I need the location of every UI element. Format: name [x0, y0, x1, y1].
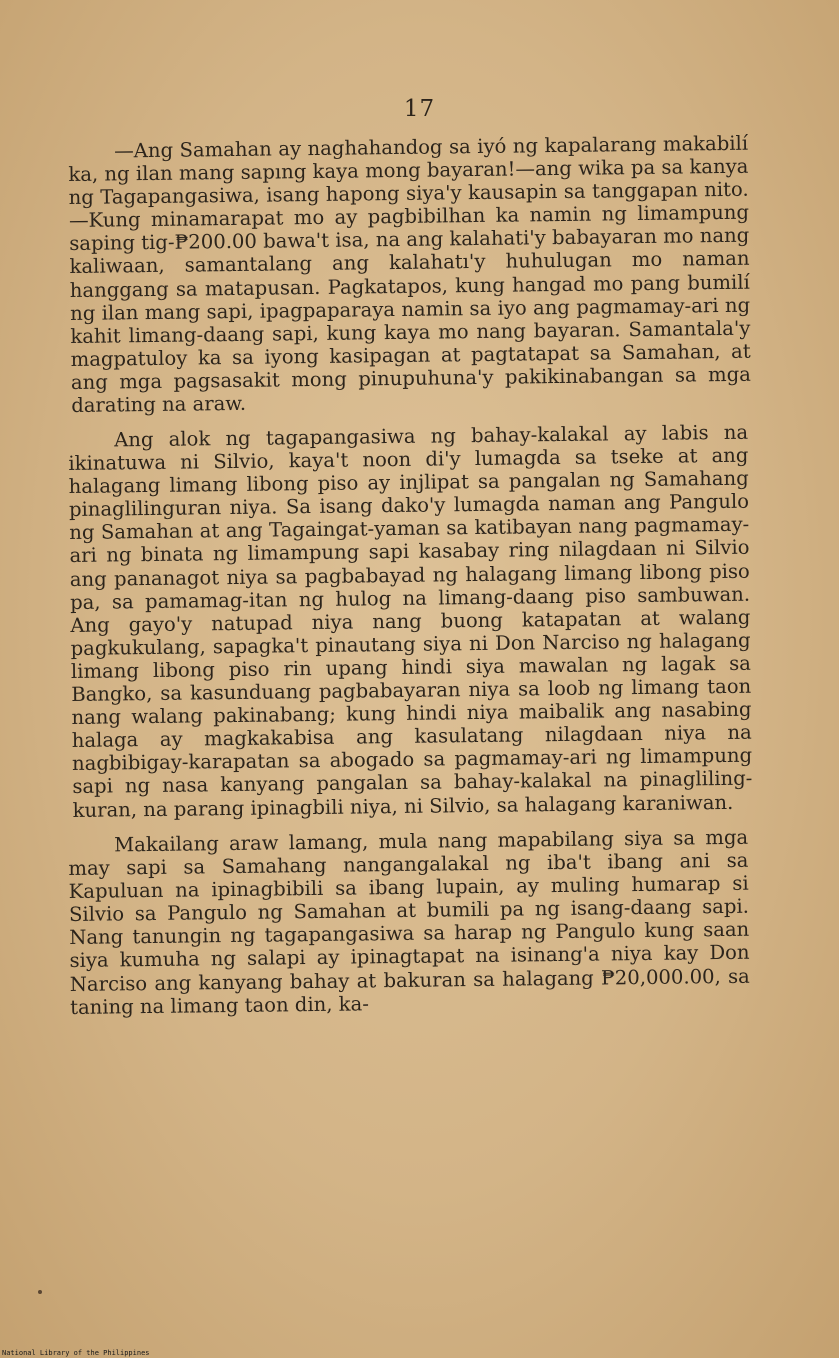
body-text — [68, 131, 753, 1019]
library-watermark: National Library of the Philippines — [2, 1349, 150, 1357]
paragraph-1: —Ang Samahan ay naghahandog sa iyó ng kapalarang makabilí ka, ng ilan mang sapıng kaya mong bayaran!—ang wika pa sa kanya ng Tagapangasiwa, isang hapong siya'y kausapin sa tanggapan nito.—Kung minamarapat mo ay pagbibilhan ka namin ng limampung saping tig-₱200.00 bawa't isa, na ang kalahati'y babayaran mo nang kaliwaan, samantalang ang kalahatı'y huhulugan mo naman hanggang sa matapusan. Pagkatapos, kung hangad mo pang bumilí ng ilan mang sapi, ipagpaparaya namin sa iyo ang pagmamay-ari ng kahit limang-daang sapi, kung kaya mo nang bayaran. Samantala'y magpatuloy ka sa iyong kasipagan at pagtatapat sa Samahan, at ang mga pagsasakit mong pinupuhuna'y pakikinabangan sa mga darating na araw. — [68, 131, 752, 418]
paragraph-3: Makailang araw lamang, mula nang mapabilang siya sa mga may sapi sa Samahang nangangalakal ng iba't ibang ani sa Kapuluan na ipinagbibili sa ibang lupain, ay muling humarap si Silvio sa Pangulo ng Samahan at bumili pa ng isang-daang sapi. Nang tanungin ng tagapangasiwa sa harap ng Pangulo kung saan siya kumuha ng salapi ay ipinagtapat na isinang'a niya kay Don Narciso ang kanyang bahay at bakuran sa halagang ₱20,000.00, sa taning na limang taon din, ka- — [68, 825, 750, 1019]
paragraph-2: Ang alok ng tagapangasiwa ng bahay-kalakal ay labis na ikinatuwa ni Silvio, kaya't noon di'y lumagda sa tseke at ang halagang limang libong piso ay injlipat sa pangalan ng Samahang pinaglilinguran niya. Sa isang dako'y lumagda naman ang Pangulo ng Samahan at ang Tagaingat-yaman sa katibayan nang pagmamay-ari ng binata ng limampung sapi kasabay ring nilagdaan ni Silvio ang pananagot niya sa pagbabayad ng halagang limang libong piso pa, sa pamamag-itan ng hulog na limang-daang piso sambuwan. Ang gayo'y natupad niya nang buong katapatan at walang pagkukulang, sapagka't pinautang siya ni Don Narciso ng halagang limang libong piso rin upang hindi siya mawalan ng lagak sa Bangko, sa kasunduang pagbabayaran niya sa loob ng limang taon nang walang pakinabang; kung hindi niya maibalik ang nasabing halaga ay magkakabisa ang kasulatang nilagdaan niya na nagbibigay-karapatan sa abogado sa pagmamay-ari ng limampung sapi ng nasa kanyang pangalan sa bahay-kalakal na pinaglilingkuran, na parang ipinagbili niya, ni Silvio, sa halagang karaniwan. — [68, 420, 753, 822]
page-number: 17 — [403, 96, 436, 122]
paper-speck — [38, 1290, 42, 1294]
